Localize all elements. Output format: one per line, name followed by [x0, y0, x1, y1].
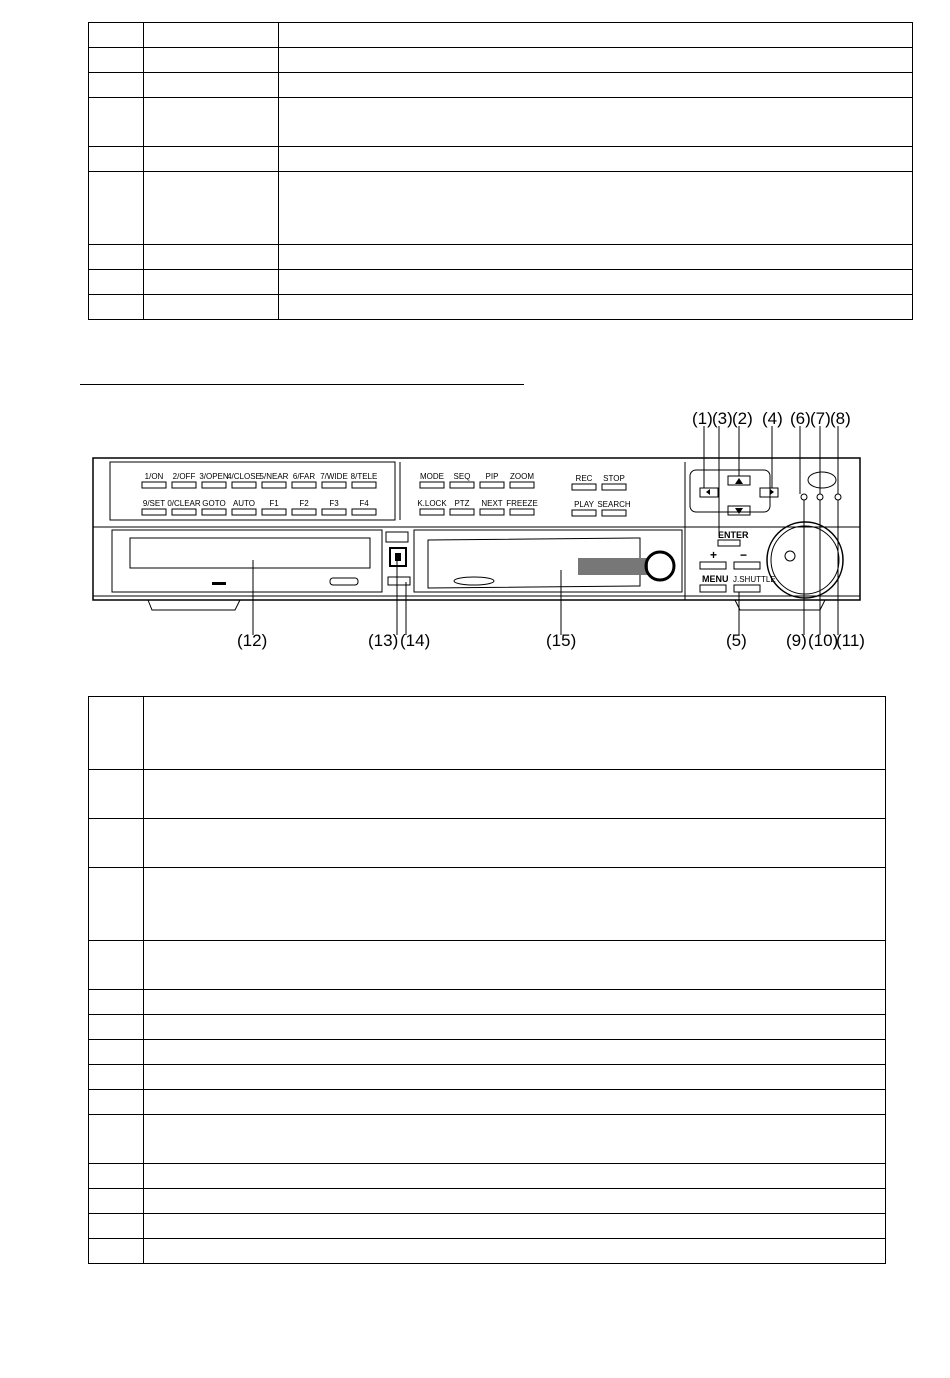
- key-label: F1: [269, 499, 279, 508]
- bottom-table-cell: [144, 1164, 886, 1189]
- top-table-row: [89, 172, 913, 245]
- top-table-cell: [144, 48, 279, 73]
- top-table-cell: [279, 295, 913, 320]
- key-label: F3: [329, 499, 339, 508]
- bottom-table-cell: [89, 1239, 144, 1264]
- key-label: 7/WIDE: [320, 472, 348, 481]
- callout-6: (6): [790, 410, 811, 428]
- callout-4: (4): [762, 410, 783, 428]
- key-label: 2/OFF: [172, 472, 196, 481]
- key-label: F4: [359, 499, 369, 508]
- key-label: MODE: [420, 472, 444, 481]
- key-label: SEARCH: [597, 500, 631, 509]
- bottom-table-row: [89, 1115, 886, 1164]
- top-table-row: [89, 48, 913, 73]
- plus-label: +: [710, 548, 718, 562]
- top-table-cell: [144, 147, 279, 172]
- bottom-table-cell: [144, 697, 886, 770]
- bottom-table-cell: [144, 770, 886, 819]
- bottom-table-cell: [89, 1065, 144, 1090]
- bottom-table-row: [89, 1214, 886, 1239]
- top-table-cell: [144, 98, 279, 147]
- top-table-cell: [279, 73, 913, 98]
- bottom-table-cell: [89, 819, 144, 868]
- menu-label: MENU: [702, 574, 729, 584]
- enter-label: ENTER: [718, 530, 749, 540]
- top-table-cell: [279, 172, 913, 245]
- top-table-cell: [89, 23, 144, 48]
- bottom-table-row: [89, 941, 886, 990]
- callout-15: (15): [546, 631, 577, 650]
- bottom-table-cell: [89, 1090, 144, 1115]
- top-table-row: [89, 245, 913, 270]
- key-label: 5/NEAR: [259, 472, 289, 481]
- top-table-cell: [144, 73, 279, 98]
- top-table-cell: [144, 245, 279, 270]
- shuttle-label: J.SHUTTLE: [733, 575, 776, 584]
- bottom-table-cell: [144, 868, 886, 941]
- key-label: PTZ: [454, 499, 470, 508]
- bottom-table-row: [89, 1015, 886, 1040]
- key-label: REC: [575, 474, 593, 483]
- callout-8: (8): [830, 410, 851, 428]
- callout-9: (9): [786, 631, 807, 650]
- bottom-table-cell: [89, 1115, 144, 1164]
- callout-1: (1): [692, 410, 713, 428]
- top-table-cell: [279, 245, 913, 270]
- top-spec-table: [88, 22, 913, 320]
- top-table-cell: [89, 48, 144, 73]
- callout-11: (11): [836, 631, 865, 650]
- top-table-cell: [89, 73, 144, 98]
- top-table-cell: [279, 98, 913, 147]
- bottom-table-cell: [144, 1040, 886, 1065]
- top-table-cell: [279, 48, 913, 73]
- top-table-row: [89, 295, 913, 320]
- bottom-table-row: [89, 770, 886, 819]
- bottom-table-cell: [89, 1214, 144, 1239]
- key-label: PIP: [485, 472, 499, 481]
- callout-3: (3): [712, 410, 733, 428]
- callout-12: (12): [237, 631, 268, 650]
- bottom-table-row: [89, 1040, 886, 1065]
- bottom-table-cell: [144, 1239, 886, 1264]
- callout-2: (2): [732, 410, 753, 428]
- bottom-table-row: [89, 1090, 886, 1115]
- top-table-cell: [89, 147, 144, 172]
- callout-10: (10): [808, 631, 839, 650]
- front-panel-diagram: [0, 410, 950, 660]
- top-table-row: [89, 73, 913, 98]
- bottom-table-cell: [89, 770, 144, 819]
- bottom-table-cell: [144, 1065, 886, 1090]
- top-table-cell: [144, 23, 279, 48]
- bottom-table-cell: [144, 1189, 886, 1214]
- key-label: PLAY: [574, 500, 594, 509]
- top-table-cell: [279, 147, 913, 172]
- bottom-table-row: [89, 990, 886, 1015]
- bottom-spec-table: [88, 696, 886, 1264]
- bottom-table-cell: [144, 819, 886, 868]
- bottom-table-cell: [144, 1090, 886, 1115]
- bottom-table-cell: [89, 1040, 144, 1065]
- callout-5: (5): [726, 631, 747, 650]
- bottom-table-row: [89, 1189, 886, 1214]
- key-label: FREEZE: [506, 499, 538, 508]
- bottom-table-cell: [89, 868, 144, 941]
- bottom-table-row: [89, 1065, 886, 1090]
- bottom-table-cell: [89, 990, 144, 1015]
- bottom-table-cell: [89, 1189, 144, 1214]
- bottom-table-cell: [89, 941, 144, 990]
- key-label: STOP: [603, 474, 625, 483]
- key-label: 8/TELE: [350, 472, 378, 481]
- top-table-row: [89, 98, 913, 147]
- bottom-table-cell: [144, 1115, 886, 1164]
- bottom-table-cell: [144, 941, 886, 990]
- bottom-table-cell: [144, 1214, 886, 1239]
- minus-label: −: [740, 548, 748, 562]
- key-label: 9/SET: [142, 499, 166, 508]
- key-label: 3/OPEN: [199, 472, 229, 481]
- top-table-row: [89, 23, 913, 48]
- top-table-cell: [89, 295, 144, 320]
- top-table-row: [89, 147, 913, 172]
- top-table-cell: [144, 295, 279, 320]
- key-label: 4/CLOSE: [227, 472, 261, 481]
- top-table-cell: [89, 98, 144, 147]
- top-table-cell: [89, 172, 144, 245]
- key-label: AUTO: [232, 499, 256, 508]
- key-label: GOTO: [202, 499, 226, 508]
- top-table-cell: [89, 270, 144, 295]
- bottom-table-cell: [144, 990, 886, 1015]
- bottom-table-cell: [144, 1015, 886, 1040]
- top-table-cell: [279, 23, 913, 48]
- top-table-cell: [144, 270, 279, 295]
- key-label: 6/FAR: [292, 472, 316, 481]
- bottom-table-cell: [89, 1015, 144, 1040]
- section-heading-underline: [80, 384, 524, 385]
- key-label: F2: [299, 499, 309, 508]
- top-table-cell: [89, 245, 144, 270]
- top-table-cell: [144, 172, 279, 245]
- callout-13: (13): [368, 631, 399, 650]
- bottom-table-cell: [89, 1164, 144, 1189]
- bottom-table-row: [89, 1164, 886, 1189]
- key-label: 1/ON: [144, 472, 164, 481]
- bottom-table-row: [89, 1239, 886, 1264]
- key-label: 0/CLEAR: [167, 499, 201, 508]
- bottom-table-row: [89, 819, 886, 868]
- callout-7: (7): [810, 410, 831, 428]
- bottom-table-row: [89, 868, 886, 941]
- key-label: ZOOM: [510, 472, 534, 481]
- key-label: SEQ: [453, 472, 471, 481]
- key-label: NEXT: [481, 499, 503, 508]
- key-label: K.LOCK: [417, 499, 447, 508]
- bottom-table-row: [89, 697, 886, 770]
- top-table-cell: [279, 270, 913, 295]
- bottom-table-cell: [89, 697, 144, 770]
- top-table-row: [89, 270, 913, 295]
- callout-14: (14): [400, 631, 431, 650]
